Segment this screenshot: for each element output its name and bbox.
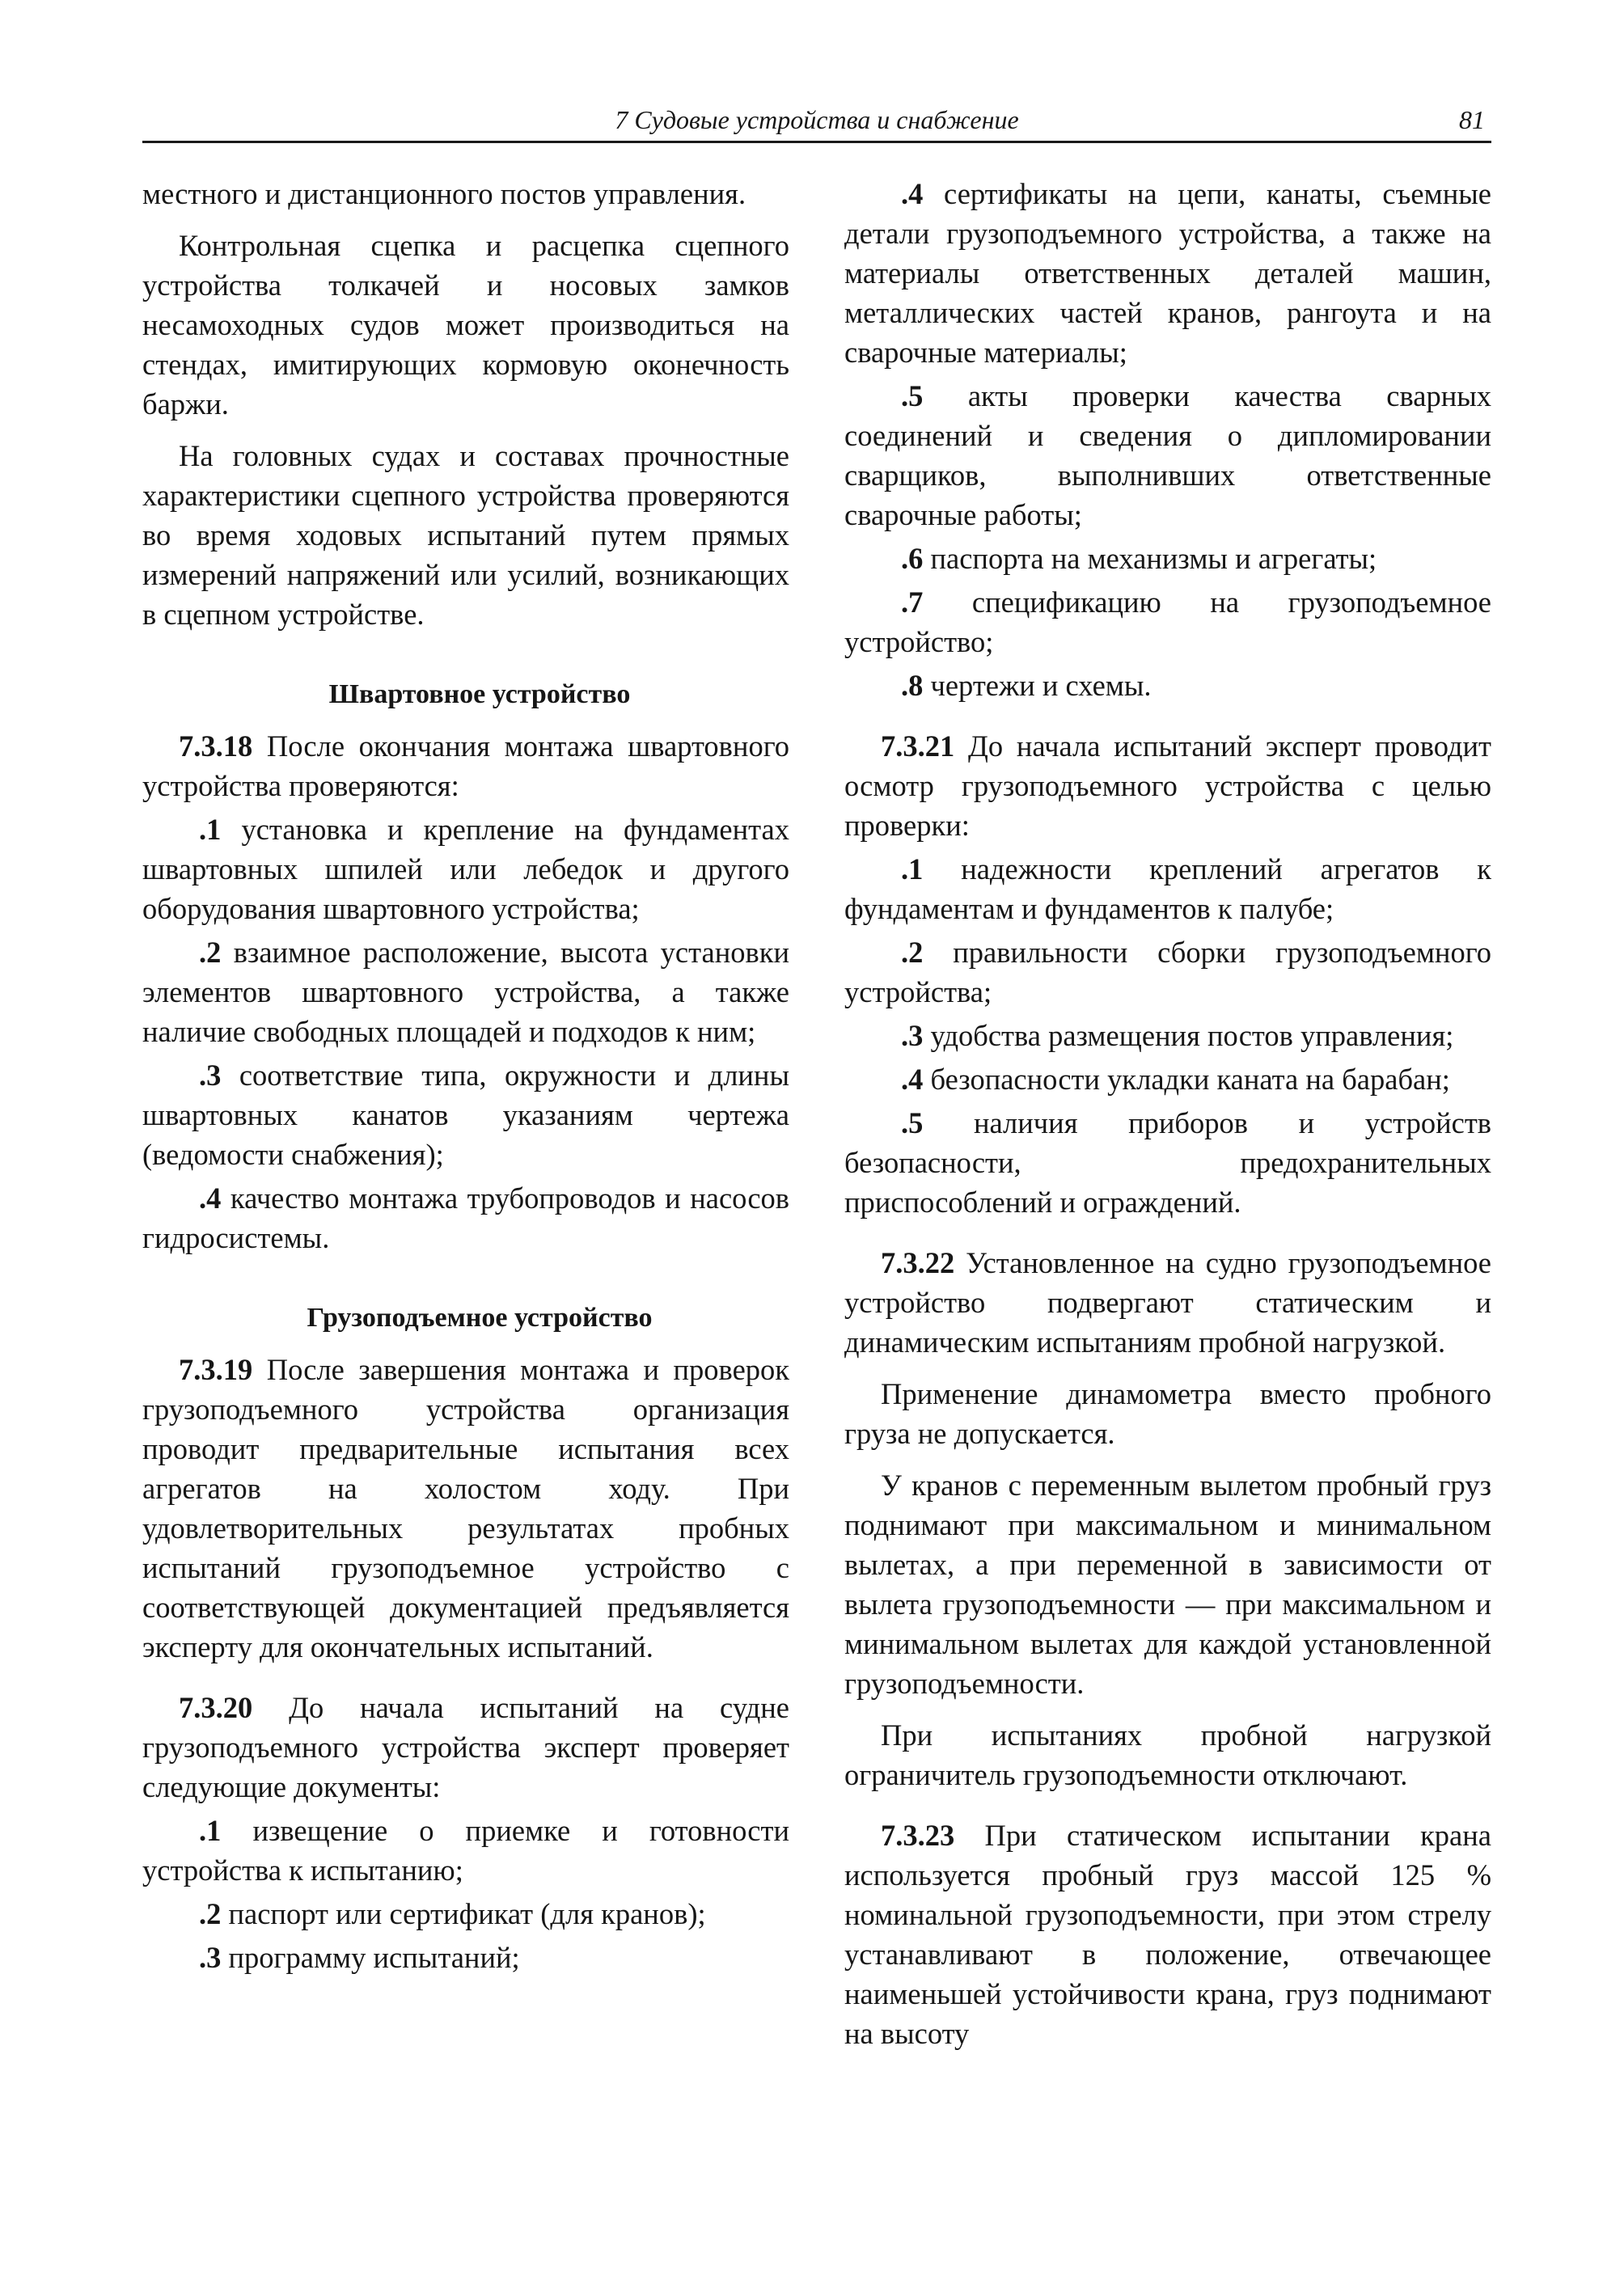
paragraph: Контрольная сцепка и расцепка сцепного устройства толкачей и носовых замков несамоходных судов может производиться на стендах, имитирующих кормовую оконечность баржи. xyxy=(142,229,789,421)
item-text: надежности креплений агрегатов к фундаментам и фундаментов к палубе; xyxy=(844,852,1491,925)
running-header xyxy=(142,104,1491,143)
clause-number: 7.3.23 xyxy=(881,1819,955,1852)
section-heading: Грузоподъемное устройство xyxy=(307,1303,653,1333)
clause-7-3-23 xyxy=(844,1815,1491,2053)
item-text: паспорта на механизмы и агрегаты; xyxy=(930,542,1377,575)
list-item xyxy=(142,1055,789,1174)
list-item xyxy=(142,1938,789,1977)
item-text: спецификацию на грузоподъемное устройство; xyxy=(844,585,1491,658)
item-text: правильности сборки грузоподъемного устройства; xyxy=(844,936,1492,1008)
item-number: .1 xyxy=(199,1814,222,1847)
list-item xyxy=(844,582,1491,662)
list-item xyxy=(844,1016,1491,1055)
item-text: качество монтажа трубопроводов и насосов гидросистемы. xyxy=(142,1181,789,1254)
paragraph: У кранов с переменным вылетом пробный груз поднимают при максимальном и минимальном вылетах, а при переменной в зависимости от вылета грузоподъемности — при максимальном и минимальном вылетах для каждой установленной грузоподъемности. xyxy=(844,1469,1491,1700)
list-item xyxy=(844,1059,1491,1099)
item-number: .2 xyxy=(901,936,924,969)
item-number: .4 xyxy=(199,1181,222,1215)
item-text: удобства размещения постов управления; xyxy=(930,1019,1454,1052)
list-item xyxy=(142,809,789,928)
list-item xyxy=(142,1811,789,1890)
clause-7-3-18 xyxy=(142,726,789,805)
item-text: программу испытаний; xyxy=(228,1941,520,1974)
item-text: акты проверки качества сварных соединений и сведения о дипломировании сварщиков, выполнивших ответственные сварочные работы; xyxy=(844,379,1491,531)
item-number: .3 xyxy=(901,1019,924,1052)
clause-text: До начала испытаний на судне грузоподъемного устройства эксперт проверяет следующие документы: xyxy=(142,1691,789,1803)
item-text: установка и крепление на фундаментах швартовных шпилей или лебедок и другого оборудования швартовного устройства; xyxy=(142,813,789,925)
paragraph: На головных судах и составах прочностные характеристики сцепного устройства проверяются во время ходовых испытаний путем прямых измерений напряжений или усилий, возникающих в сцепном устройстве. xyxy=(142,439,789,631)
item-text: чертежи и схемы. xyxy=(930,669,1152,702)
clause-7-3-20 xyxy=(142,1688,789,1807)
item-text: безопасности укладки каната на барабан; xyxy=(930,1063,1450,1096)
item-text: наличия приборов и устройств безопасности, предохранительных приспособлений и ограждений. xyxy=(844,1106,1492,1219)
list-item xyxy=(844,376,1491,535)
clause-text: До начала испытаний эксперт проводит осмотр грузоподъемного устройства с целью проверки: xyxy=(844,729,1491,842)
item-number: .2 xyxy=(199,1897,222,1930)
item-text: взаимное расположение, высота установки элементов швартовного устройства, а также наличие свободных площадей и подходов к ним; xyxy=(142,936,790,1048)
paragraph: Применение динамометра вместо пробного груза не допускается. xyxy=(844,1377,1491,1450)
item-number: .5 xyxy=(901,1106,924,1139)
item-text: сертификаты на цепи, канаты, съемные детали грузоподъемного устройства, а также на материалы ответственных деталей машин, металлических частей кранов, рангоута и на сварочные материалы; xyxy=(844,177,1491,369)
item-number: .5 xyxy=(901,379,924,412)
item-number: .4 xyxy=(901,1063,924,1096)
paragraph: При испытаниях пробной нагрузкой ограничитель грузоподъемности отключают. xyxy=(844,1718,1491,1791)
left-column xyxy=(142,174,789,1977)
clause-text: Установленное на судно грузоподъемное устройство подвергают статическим и динамическим испытаниям пробной нагрузкой. xyxy=(844,1246,1492,1359)
item-text: паспорт или сертификат (для кранов); xyxy=(228,1897,706,1930)
section-heading: Швартовное устройство xyxy=(328,679,631,709)
clause-text: После окончания монтажа швартовного устройства проверяются: xyxy=(142,729,790,802)
list-item xyxy=(844,1103,1491,1222)
list-item xyxy=(844,932,1491,1012)
item-number: .6 xyxy=(901,542,924,575)
list-item xyxy=(844,539,1491,578)
list-item xyxy=(844,666,1491,705)
item-number: .8 xyxy=(901,669,924,702)
item-number: .1 xyxy=(199,813,222,846)
clause-number: 7.3.22 xyxy=(881,1246,955,1279)
list-item xyxy=(844,174,1491,372)
list-item xyxy=(142,932,789,1051)
item-number: .3 xyxy=(199,1941,222,1974)
right-column xyxy=(844,174,1491,2053)
clause-7-3-19 xyxy=(142,1350,789,1667)
clause-number: 7.3.20 xyxy=(179,1691,253,1724)
list-item xyxy=(142,1178,789,1258)
item-number: .1 xyxy=(901,852,924,886)
clause-text: При статическом испытании крана используется пробный груз массой 125 % номинальной грузоподъемности, при этом стрелу устанавливают в положение, отвечающее наименьшей устойчивости крана, груз поднимают на высоту xyxy=(844,1819,1491,2050)
clause-number: 7.3.19 xyxy=(179,1353,253,1386)
clause-text: После завершения монтажа и проверок грузоподъемного устройства организация проводит предварительные испытания всех агрегатов на холостом ходу. При удовлетворительных результатах пробных испытаний грузоподъемное устройство с соответствующей документацией предъявляется эксперту для окончательных испытаний. xyxy=(142,1353,790,1663)
item-number: .4 xyxy=(901,177,924,210)
clause-7-3-21 xyxy=(844,726,1491,845)
clause-number: 7.3.18 xyxy=(179,729,253,763)
clause-number: 7.3.21 xyxy=(881,729,955,763)
clause-7-3-22 xyxy=(844,1243,1491,1362)
item-number: .7 xyxy=(901,585,924,619)
paragraph: местного и дистанционного постов управления. xyxy=(142,177,746,210)
list-item xyxy=(142,1894,789,1934)
item-number: .3 xyxy=(199,1059,222,1092)
page-number: 81 xyxy=(1459,105,1485,134)
header-title: 7 Судовые устройства и снабжение xyxy=(615,105,1019,134)
list-item xyxy=(844,849,1491,928)
item-text: соответствие типа, окружности и длины швартовных канатов указаниям чертежа (ведомости снабжения); xyxy=(142,1059,789,1171)
item-number: .2 xyxy=(199,936,222,969)
item-text: извещение о приемке и готовности устройства к испытанию; xyxy=(142,1814,789,1887)
